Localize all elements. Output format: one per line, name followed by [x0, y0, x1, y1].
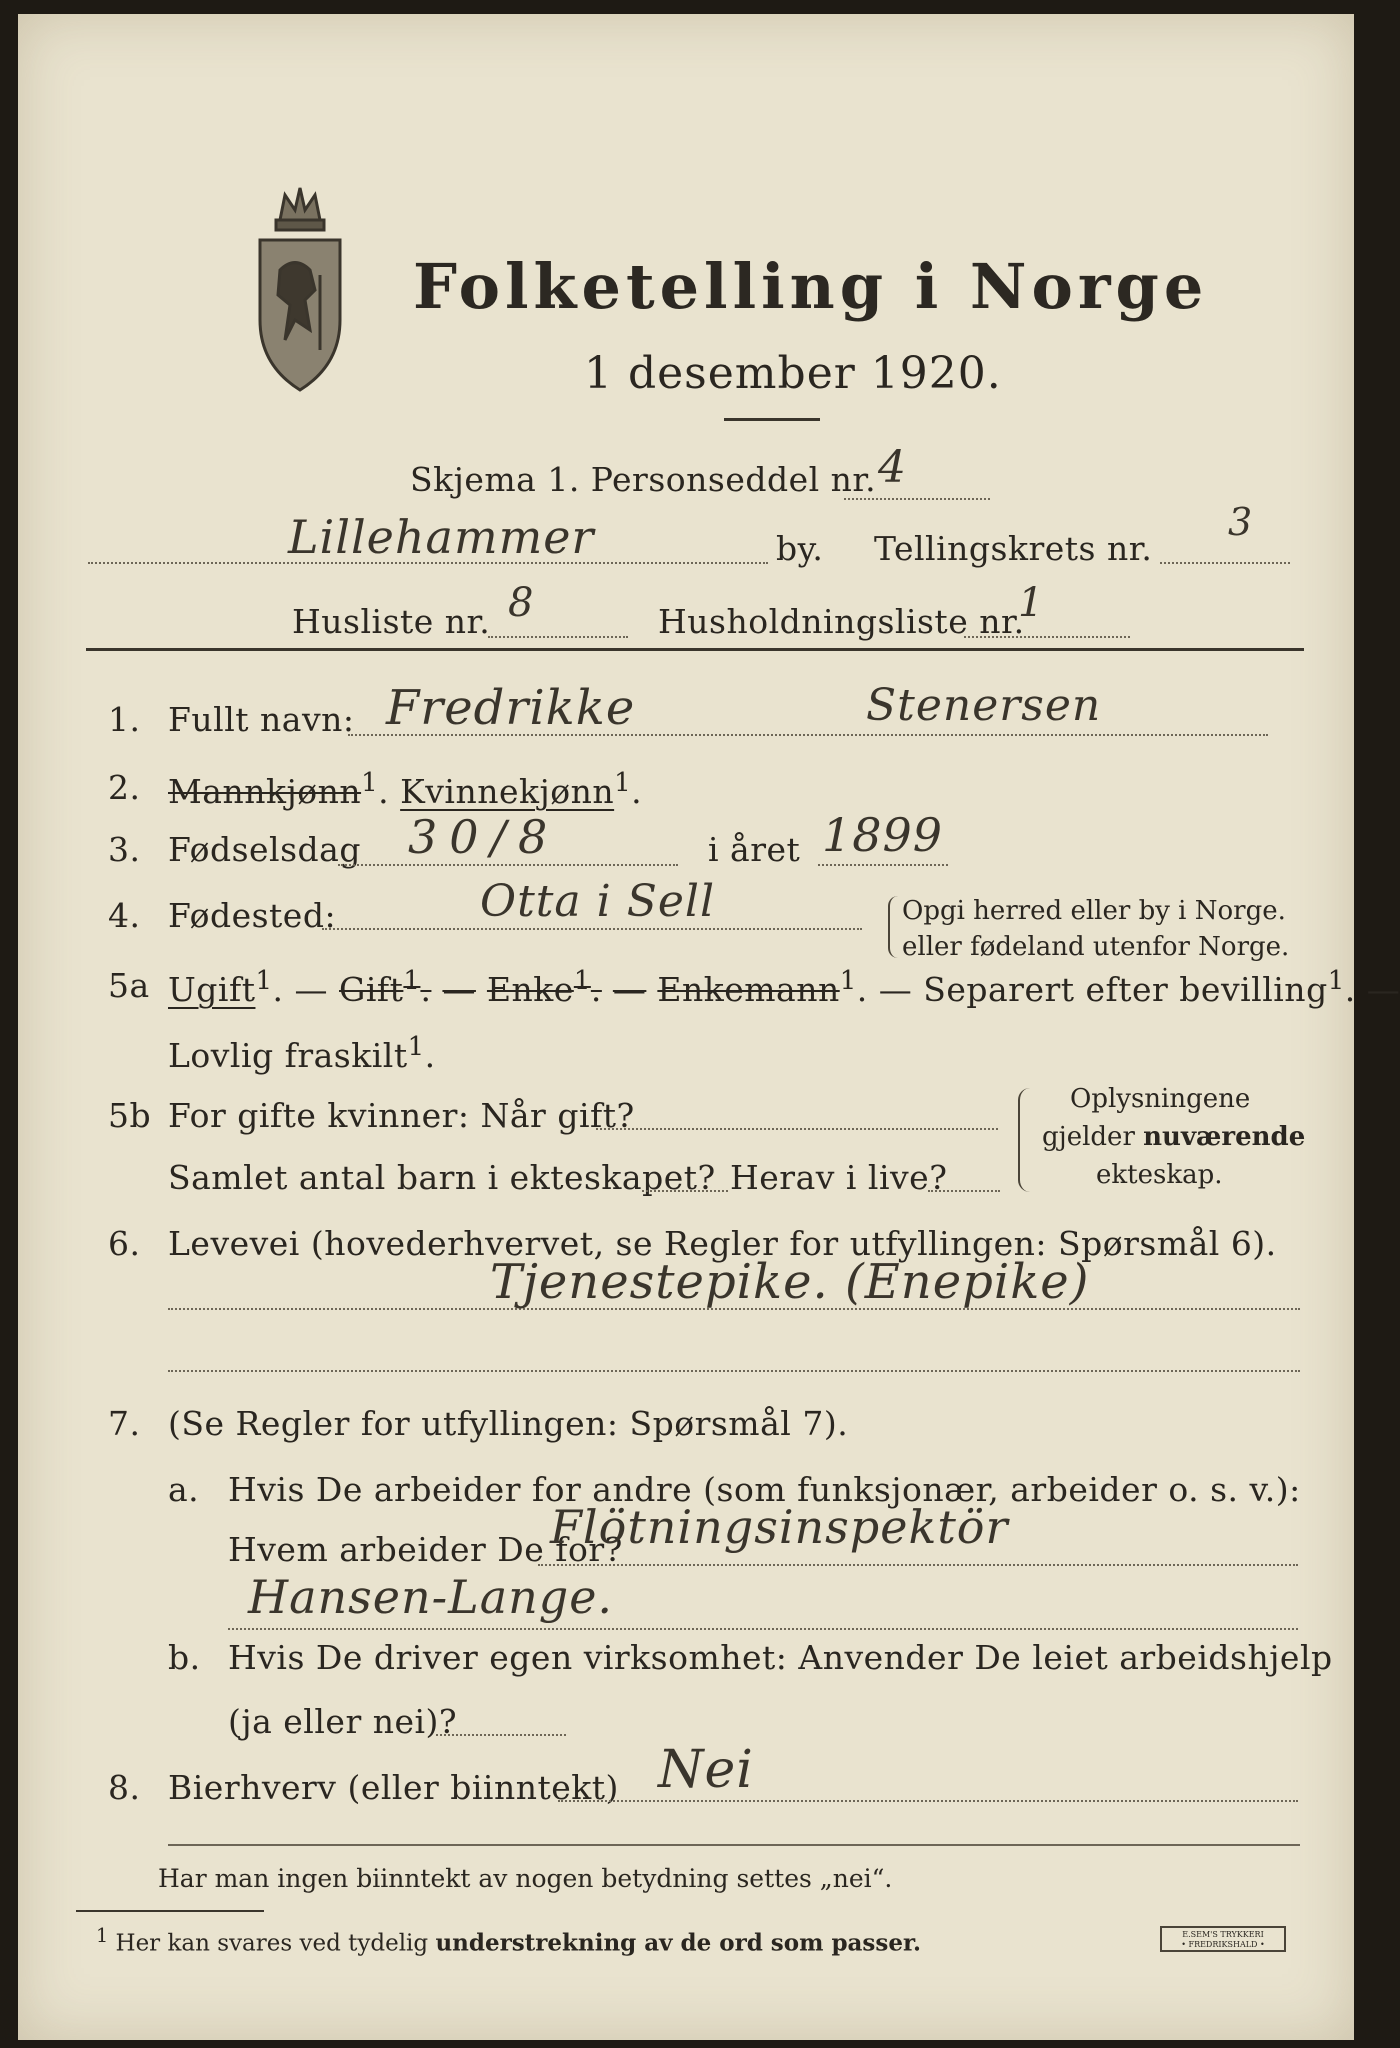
notes-divider: [168, 1844, 1300, 1846]
q2-gender: Mannkjønn$^1$. Kvinnekjønn$^1$.: [168, 768, 643, 811]
biinntekt-note: Har man ingen biinntekt av nogen betydning settes „nei“.: [158, 1864, 893, 1893]
husliste-field[interactable]: [488, 636, 628, 638]
header-divider: [86, 648, 1304, 651]
levevei-field-2[interactable]: [168, 1370, 1300, 1372]
form-date: 1 desember 1920.: [584, 348, 1002, 399]
arbeidshjelp-field[interactable]: [436, 1734, 566, 1736]
by-value: Lillehammer: [288, 510, 595, 564]
footnote-divider: [76, 1910, 264, 1912]
live-label: Herav i live?: [730, 1158, 948, 1197]
barn-field[interactable]: [642, 1190, 728, 1192]
q5b-number: 5b: [108, 1096, 152, 1135]
q2-number: 2.: [108, 768, 141, 807]
q6-label: Levevei (hovederhvervet, se Regler for utfyllingen: Spørsmål 6).: [168, 1224, 1277, 1263]
fodested-note-2: eller fødeland utenfor Norge.: [902, 932, 1290, 962]
q5a-number: 5a: [108, 966, 150, 1005]
q7a-number: a.: [168, 1470, 200, 1509]
fodselsdag-value: 30/8: [408, 810, 560, 864]
skjema-label: Skjema 1. Personseddel nr.: [410, 460, 877, 499]
q7b-number: b.: [168, 1638, 201, 1677]
q6-number: 6.: [108, 1224, 141, 1263]
option-enkemann[interactable]: Enkemann: [657, 970, 840, 1009]
by-label: by.: [776, 529, 824, 568]
q5a-options: Ugift$^1$. — Gift$^1$. — Enke$^1$. — Enkemann$^1$. — Separert efter bevilling$^1$. —: [168, 966, 1400, 1009]
live-field[interactable]: [928, 1190, 1000, 1192]
q1-number: 1.: [108, 700, 141, 739]
census-form: [18, 14, 1400, 2040]
option-separert[interactable]: Separert efter bevilling: [923, 970, 1328, 1009]
title-divider: [724, 418, 820, 421]
q8-number: 8.: [108, 1768, 141, 1807]
tellingskrets-nr: 3: [1228, 500, 1254, 544]
bierhverv-field[interactable]: [558, 1800, 1298, 1802]
arbeider-for-field-1[interactable]: [538, 1564, 1298, 1566]
tellingskrets-label: Tellingskrets nr.: [874, 529, 1153, 568]
q1-label: Fullt navn:: [168, 700, 355, 739]
option-ugift[interactable]: Ugift: [168, 970, 256, 1009]
q3-label: Fødselsdag: [168, 830, 361, 869]
levevei-value: Tjenestepike. (Enepike): [490, 1254, 1090, 1310]
ekteskap-note-2: gjelder nuværende: [1042, 1122, 1306, 1152]
ekteskap-brace: [1018, 1088, 1030, 1192]
fodested-brace: [888, 896, 898, 958]
first-name: Fredrikke: [386, 680, 636, 736]
year-label: i året: [708, 830, 801, 869]
option-mannkjonn[interactable]: Mannkjønn: [168, 772, 362, 811]
q3-number: 3.: [108, 830, 141, 869]
q7b-question: (ja eller nei)?: [228, 1702, 458, 1741]
husholdning-nr: 1: [1018, 580, 1045, 626]
coat-of-arms-icon: [250, 180, 350, 395]
husholdning-label: Husholdningsliste nr.: [658, 602, 1025, 641]
option-gift[interactable]: Gift$^1$.: [339, 966, 432, 1009]
nar-gift-field[interactable]: [596, 1128, 998, 1130]
barn-label: Samlet antal barn i ekteskapet?: [168, 1158, 716, 1197]
q7-number: 7.: [108, 1404, 141, 1443]
q4-label: Fødested:: [168, 896, 337, 935]
ekteskap-note-3: ekteskap.: [1096, 1160, 1223, 1190]
personseddel-field[interactable]: [844, 498, 990, 500]
form-title: Folketelling i Norge: [413, 250, 1209, 323]
arbeider-for-value-1: Flötningsinspektör: [550, 1500, 1009, 1554]
q7a-question: Hvem arbeider De for?: [228, 1530, 623, 1569]
q7b-label: Hvis De driver egen virksomhet: Anvender De leiet arbeidshjelp: [228, 1638, 1333, 1677]
fodested-note-1: Opgi herred eller by i Norge.: [902, 896, 1286, 926]
option-enke[interactable]: Enke$^1$.: [486, 966, 602, 1009]
option-lovlig-fraskilt[interactable]: Lovlig fraskilt$^1$.: [168, 1032, 436, 1075]
personseddel-nr: 4: [878, 442, 907, 493]
year-value: 1899: [822, 808, 944, 862]
q7-label: (Se Regler for utfyllingen: Spørsmål 7).: [168, 1404, 849, 1443]
printer-stamp: E.SEM'S TRYKKERI • FREDRIKSHALD •: [1160, 1926, 1286, 1952]
q4-number: 4.: [108, 896, 141, 935]
fodselsdag-field[interactable]: [338, 864, 678, 866]
option-kvinnekjonn[interactable]: Kvinnekjønn: [400, 772, 615, 811]
arbeider-for-field-2[interactable]: [228, 1628, 1298, 1630]
fodested-value: Otta i Sell: [480, 876, 716, 927]
husliste-nr: 8: [508, 580, 535, 626]
q8-label: Bierhverv (eller biinntekt): [168, 1768, 619, 1807]
q5b-label: For gifte kvinner: Når gift?: [168, 1096, 635, 1135]
footnote: $^1$ Her kan svares ved tydelig understrekning av de ord som passer.: [96, 1924, 921, 1957]
arbeider-for-value-2: Hansen-Lange.: [248, 1570, 614, 1624]
ekteskap-note-1: Oplysningene: [1070, 1084, 1251, 1114]
husholdning-field[interactable]: [964, 636, 1130, 638]
fodested-field[interactable]: [322, 928, 862, 930]
year-field[interactable]: [818, 864, 948, 866]
q7a-label: Hvis De arbeider for andre (som funksjonær, arbeider o. s. v.):: [228, 1470, 1301, 1509]
bierhverv-value: Nei: [658, 1740, 754, 1800]
last-name: Stenersen: [866, 680, 1102, 731]
husliste-label: Husliste nr.: [292, 602, 491, 641]
tellingskrets-field[interactable]: [1160, 562, 1290, 564]
